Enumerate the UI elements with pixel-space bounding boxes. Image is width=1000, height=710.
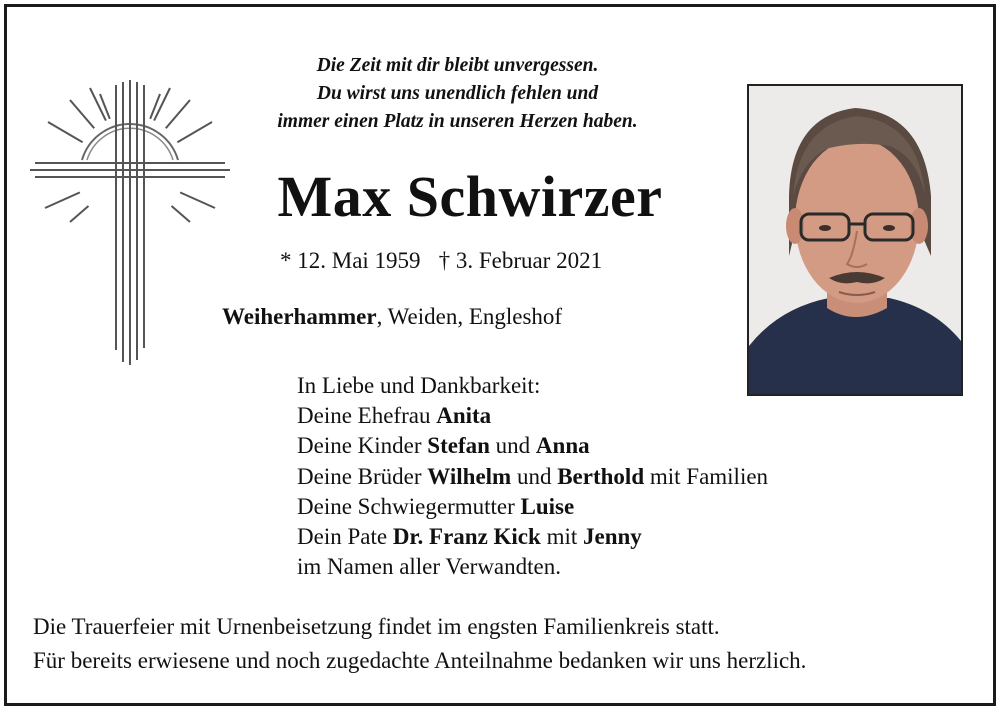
motto-line: immer einen Platz in unseren Herzen haben.: [277, 111, 638, 132]
connector-text: mit Familien: [644, 463, 769, 489]
family-member-name: Berthold: [557, 463, 645, 489]
death-date: † 3. Februar 2021: [438, 248, 603, 273]
motto-line: Du wirst uns unendlich fehlen und: [316, 83, 599, 104]
place-primary: Weiherhammer: [222, 304, 377, 329]
relation-text: Deine Brüder: [297, 463, 428, 489]
family-line-children: [297, 431, 768, 461]
connector-text: und: [489, 433, 536, 459]
cross-with-rays-icon: [30, 80, 230, 365]
notice-line: Die Trauerfeier mit Urnenbeisetzung findet im engsten Familienkreis statt.: [33, 614, 720, 639]
family-member-name: Anita: [436, 403, 492, 429]
family-member-name: Anna: [535, 433, 590, 459]
family-line-wife: [297, 401, 768, 431]
family-member-name: Dr. Franz Kick: [392, 524, 541, 550]
memorial-motto: [230, 52, 685, 136]
deceased-name: Max Schwirzer: [277, 164, 663, 229]
portrait-illustration: [749, 86, 961, 394]
funeral-notice: [33, 610, 806, 677]
portrait-photo: [747, 84, 963, 396]
family-member-name: Luise: [520, 493, 575, 519]
notice-line: Für bereits erwiesene und noch zugedachte Anteilnahme bedanken wir uns herzlich.: [33, 647, 807, 673]
family-line-brothers: [297, 462, 768, 492]
bereaved-family: [297, 371, 768, 582]
family-line-godfather: [297, 522, 768, 552]
relation-text: Deine Kinder: [297, 433, 428, 459]
connector-text: und: [511, 463, 558, 489]
birth-date: * 12. Mai 1959: [280, 248, 421, 273]
family-member-name: Stefan: [427, 433, 490, 459]
family-line-mother-in-law: [297, 492, 768, 522]
place-rest: , Weiden, Engleshof: [376, 304, 563, 329]
family-member-name: Wilhelm: [427, 463, 512, 489]
motto-line: Die Zeit mit dir bleibt unvergessen.: [316, 55, 599, 76]
relation-text: Deine Ehefrau: [297, 403, 437, 429]
places: [222, 304, 562, 330]
relation-text: Deine Schwiegermutter: [297, 493, 521, 519]
family-intro: In Liebe und Dankbarkeit:: [297, 373, 541, 398]
family-member-name: Jenny: [582, 524, 642, 550]
relation-text: Dein Pate: [297, 524, 393, 550]
life-dates: [280, 248, 602, 274]
family-closing: im Namen aller Verwandten.: [297, 554, 561, 580]
connector-text: mit: [540, 524, 583, 550]
